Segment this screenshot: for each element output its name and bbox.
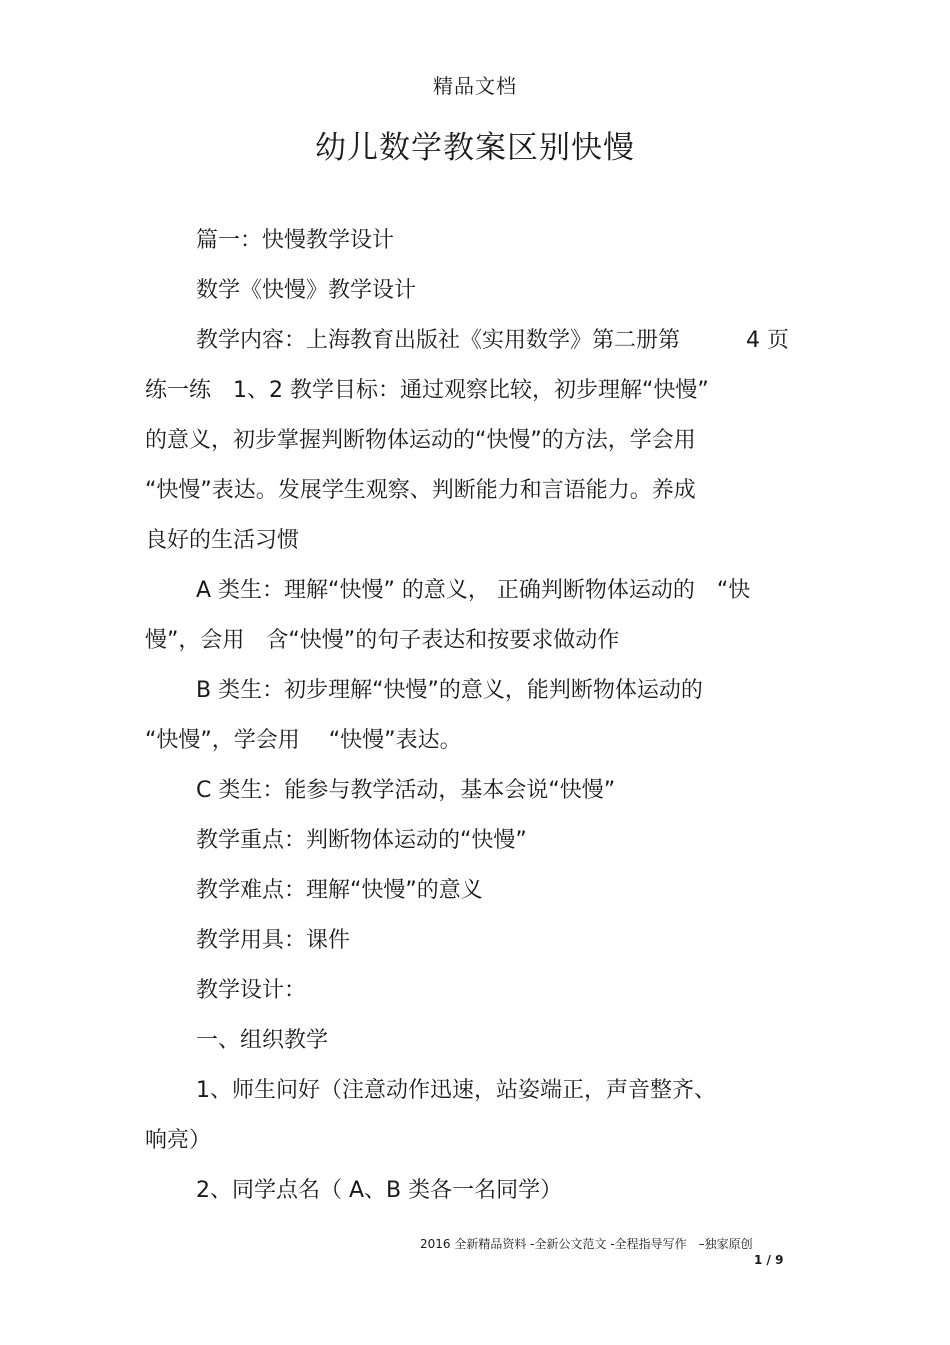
paragraph-line: C 类生：能参与教学活动，基本会说“快慢” bbox=[196, 778, 616, 803]
paragraph-line: 教学内容：上海教育出版社《实用数学》第二册第 4 页 bbox=[196, 328, 789, 353]
paragraph-line: B 类生：初步理解“快慢”的意义，能判断物体运动的 bbox=[196, 678, 703, 703]
paragraph-line: 响亮） bbox=[145, 1128, 212, 1153]
paragraph-line: 良好的生活习惯 bbox=[145, 528, 300, 553]
page-number: 1 / 9 bbox=[754, 1253, 784, 1267]
paragraph-line: 教学设计： bbox=[196, 978, 307, 1003]
paragraph-line: “快慢”表达。发展学生观察、判断能力和言语能力。养成 bbox=[145, 478, 696, 503]
paragraph-line: 2、同学点名（ A、B 类各一名同学） bbox=[196, 1178, 563, 1203]
paragraph-line: 1、师生问好（注意动作迅速，站姿端正，声音整齐、 bbox=[196, 1078, 716, 1103]
paragraph-line: 一、组织教学 bbox=[196, 1028, 329, 1053]
page-header: 精品文档 bbox=[433, 74, 517, 98]
paragraph-line: A 类生：理解“快慢” 的意义， 正确判断物体运动的 “快 bbox=[196, 578, 751, 603]
footer-note: 2016 全新精品资料 -全新公文范文 -全程指导写作 –独家原创 bbox=[420, 1237, 753, 1251]
document-title: 幼儿数学教案区别快慢 bbox=[315, 130, 635, 166]
paragraph-line: 数学《快慢》教学设计 bbox=[196, 278, 417, 303]
section-heading: 篇一：快慢教学设计 bbox=[196, 228, 395, 253]
paragraph-line: 教学用具：课件 bbox=[196, 928, 351, 953]
paragraph-line: “快慢”，学会用 “快慢”表达。 bbox=[145, 728, 462, 753]
paragraph-line: 教学难点：理解“快慢”的意义 bbox=[196, 878, 483, 903]
paragraph-line: 的意义，初步掌握判断物体运动的“快慢”的方法，学会用 bbox=[145, 428, 696, 453]
paragraph-line: 练一练 1、2 教学目标：通过观察比较，初步理解“快慢” bbox=[145, 378, 709, 403]
paragraph-line: 教学重点：判断物体运动的“快慢” bbox=[196, 828, 527, 853]
paragraph-line: 慢”，会用 含“快慢”的句子表达和按要求做动作 bbox=[145, 628, 620, 653]
